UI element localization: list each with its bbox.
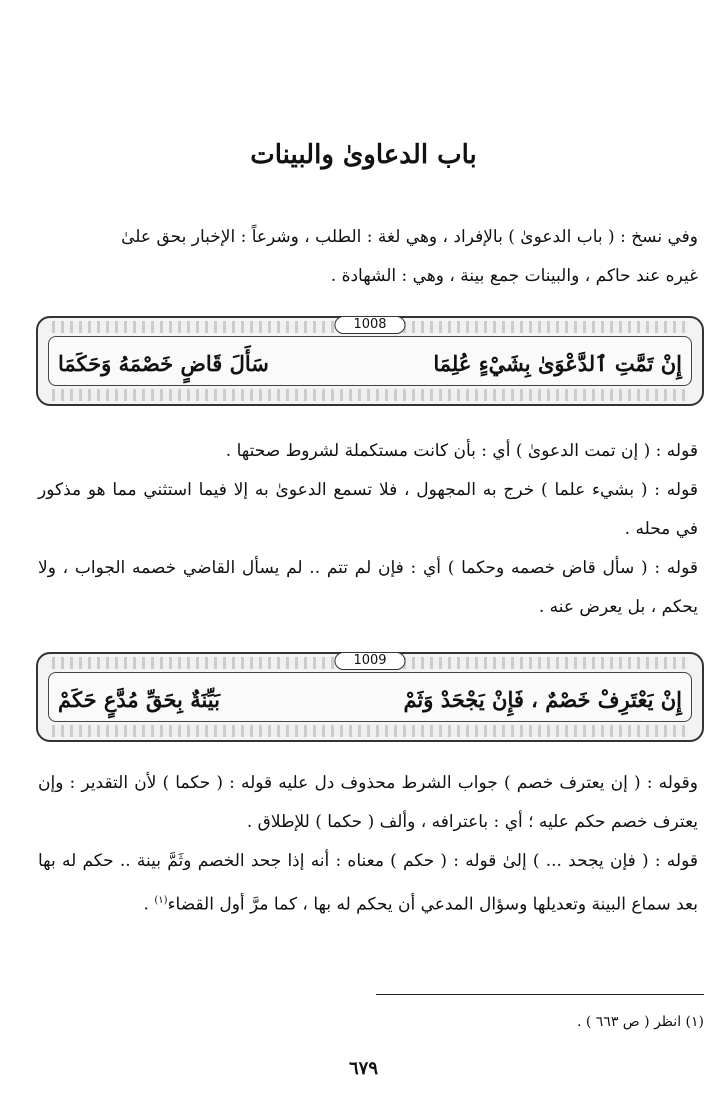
commentary-1008 <box>38 432 698 627</box>
chapter-title: باب الدعاوىٰ والبينات <box>250 140 477 170</box>
verse-hemistich-right: إِنْ يَعْتَرِفْ خَصْمٌ ، فَإِنْ يَجْحَدْ وَثَمْ <box>403 686 682 712</box>
verse-box-1009 <box>36 652 704 742</box>
verse-number: 1009 <box>334 652 405 670</box>
verse-hemistich-left: بَيِّنَةٌ بِحَقِّ مُدَّعٍ حَكَمْ <box>58 686 220 712</box>
commentary-paragraph: قوله : ( فإن يجحد ... ) إلىٰ قوله : ( حكم ) معناه : أنه إذا جحد الخصم وثَمَّ بينة .. حكم له بها بعد سماع البينة وتعديلها وسؤال المدعي أن يحكم له بها ، كما مرَّ أول القضاء$^{(١)}$ . <box>38 851 698 915</box>
page-number: ٦٧٩ <box>348 1058 378 1079</box>
intro-line-1: وفي نسخ : ( باب الدعوىٰ ) بالإفراد ، وهي لغة : الطلب ، وشرعاً : الإخبار بحق علىٰ <box>121 227 698 247</box>
commentary-paragraph: قوله : ( بشيء علما ) خرج به المجهول ، فلا تسمع الدعوىٰ به إلا فيما استثني مما هو مذكور في محله . <box>38 480 698 539</box>
commentary-paragraph: وقوله : ( إن يعترف خصم ) جواب الشرط محذوف دل عليه قوله : ( حكما ) لأن التقدير : وإن يعترف خصم حكم عليه ؛ أي : باعترافه ، وألف ( حكما ) للإطلاق . <box>38 773 698 832</box>
commentary-text: قوله : ( فإن يجحد ... ) إلىٰ قوله : ( حكم ) معناه : أنه إذا جحد الخصم وثَمَّ بينة .. حكم له بها بعد سماع البينة وتعديلها وسؤال المدعي أن يحكم له بها ، كما مرَّ أول القضاء <box>38 851 698 915</box>
commentary-paragraph: قوله : ( إن تمت الدعوىٰ ) أي : بأن كانت مستكملة لشروط صحتها . <box>225 441 698 461</box>
intro-paragraph <box>38 218 698 296</box>
commentary-paragraph: قوله : ( سأل قاض خصمه وحكما ) أي : فإن لم تتم .. لم يسأل القاضي خصمه الجواب ، ولا يحكم ، بل يعرض عنه . <box>38 558 698 617</box>
ornament-border <box>52 725 688 737</box>
footnote-separator <box>376 994 704 995</box>
verse-hemistich-left: سَأَلَ قَاضٍ خَصْمَهُ وَحَكَمَا <box>58 350 269 376</box>
intro-line-2: غيره عند حاكم ، والبينات جمع بينة ، وهي : الشهادة . <box>330 266 698 286</box>
verse-box-1008 <box>36 316 704 406</box>
ornament-border <box>52 389 688 401</box>
verse-line <box>58 676 682 722</box>
verse-hemistich-right: إِنْ تَمَّتِ ٱلدَّعْوَىٰ بِشَيْءٍ عُلِمَا <box>433 350 682 376</box>
footnote-marker: (١) <box>154 895 168 906</box>
verse-line <box>58 340 682 386</box>
verse-number: 1008 <box>334 316 405 334</box>
commentary-1009 <box>38 764 698 925</box>
footnote: (١) انظر ( ص ٦٦٣ ) . <box>576 1014 704 1030</box>
